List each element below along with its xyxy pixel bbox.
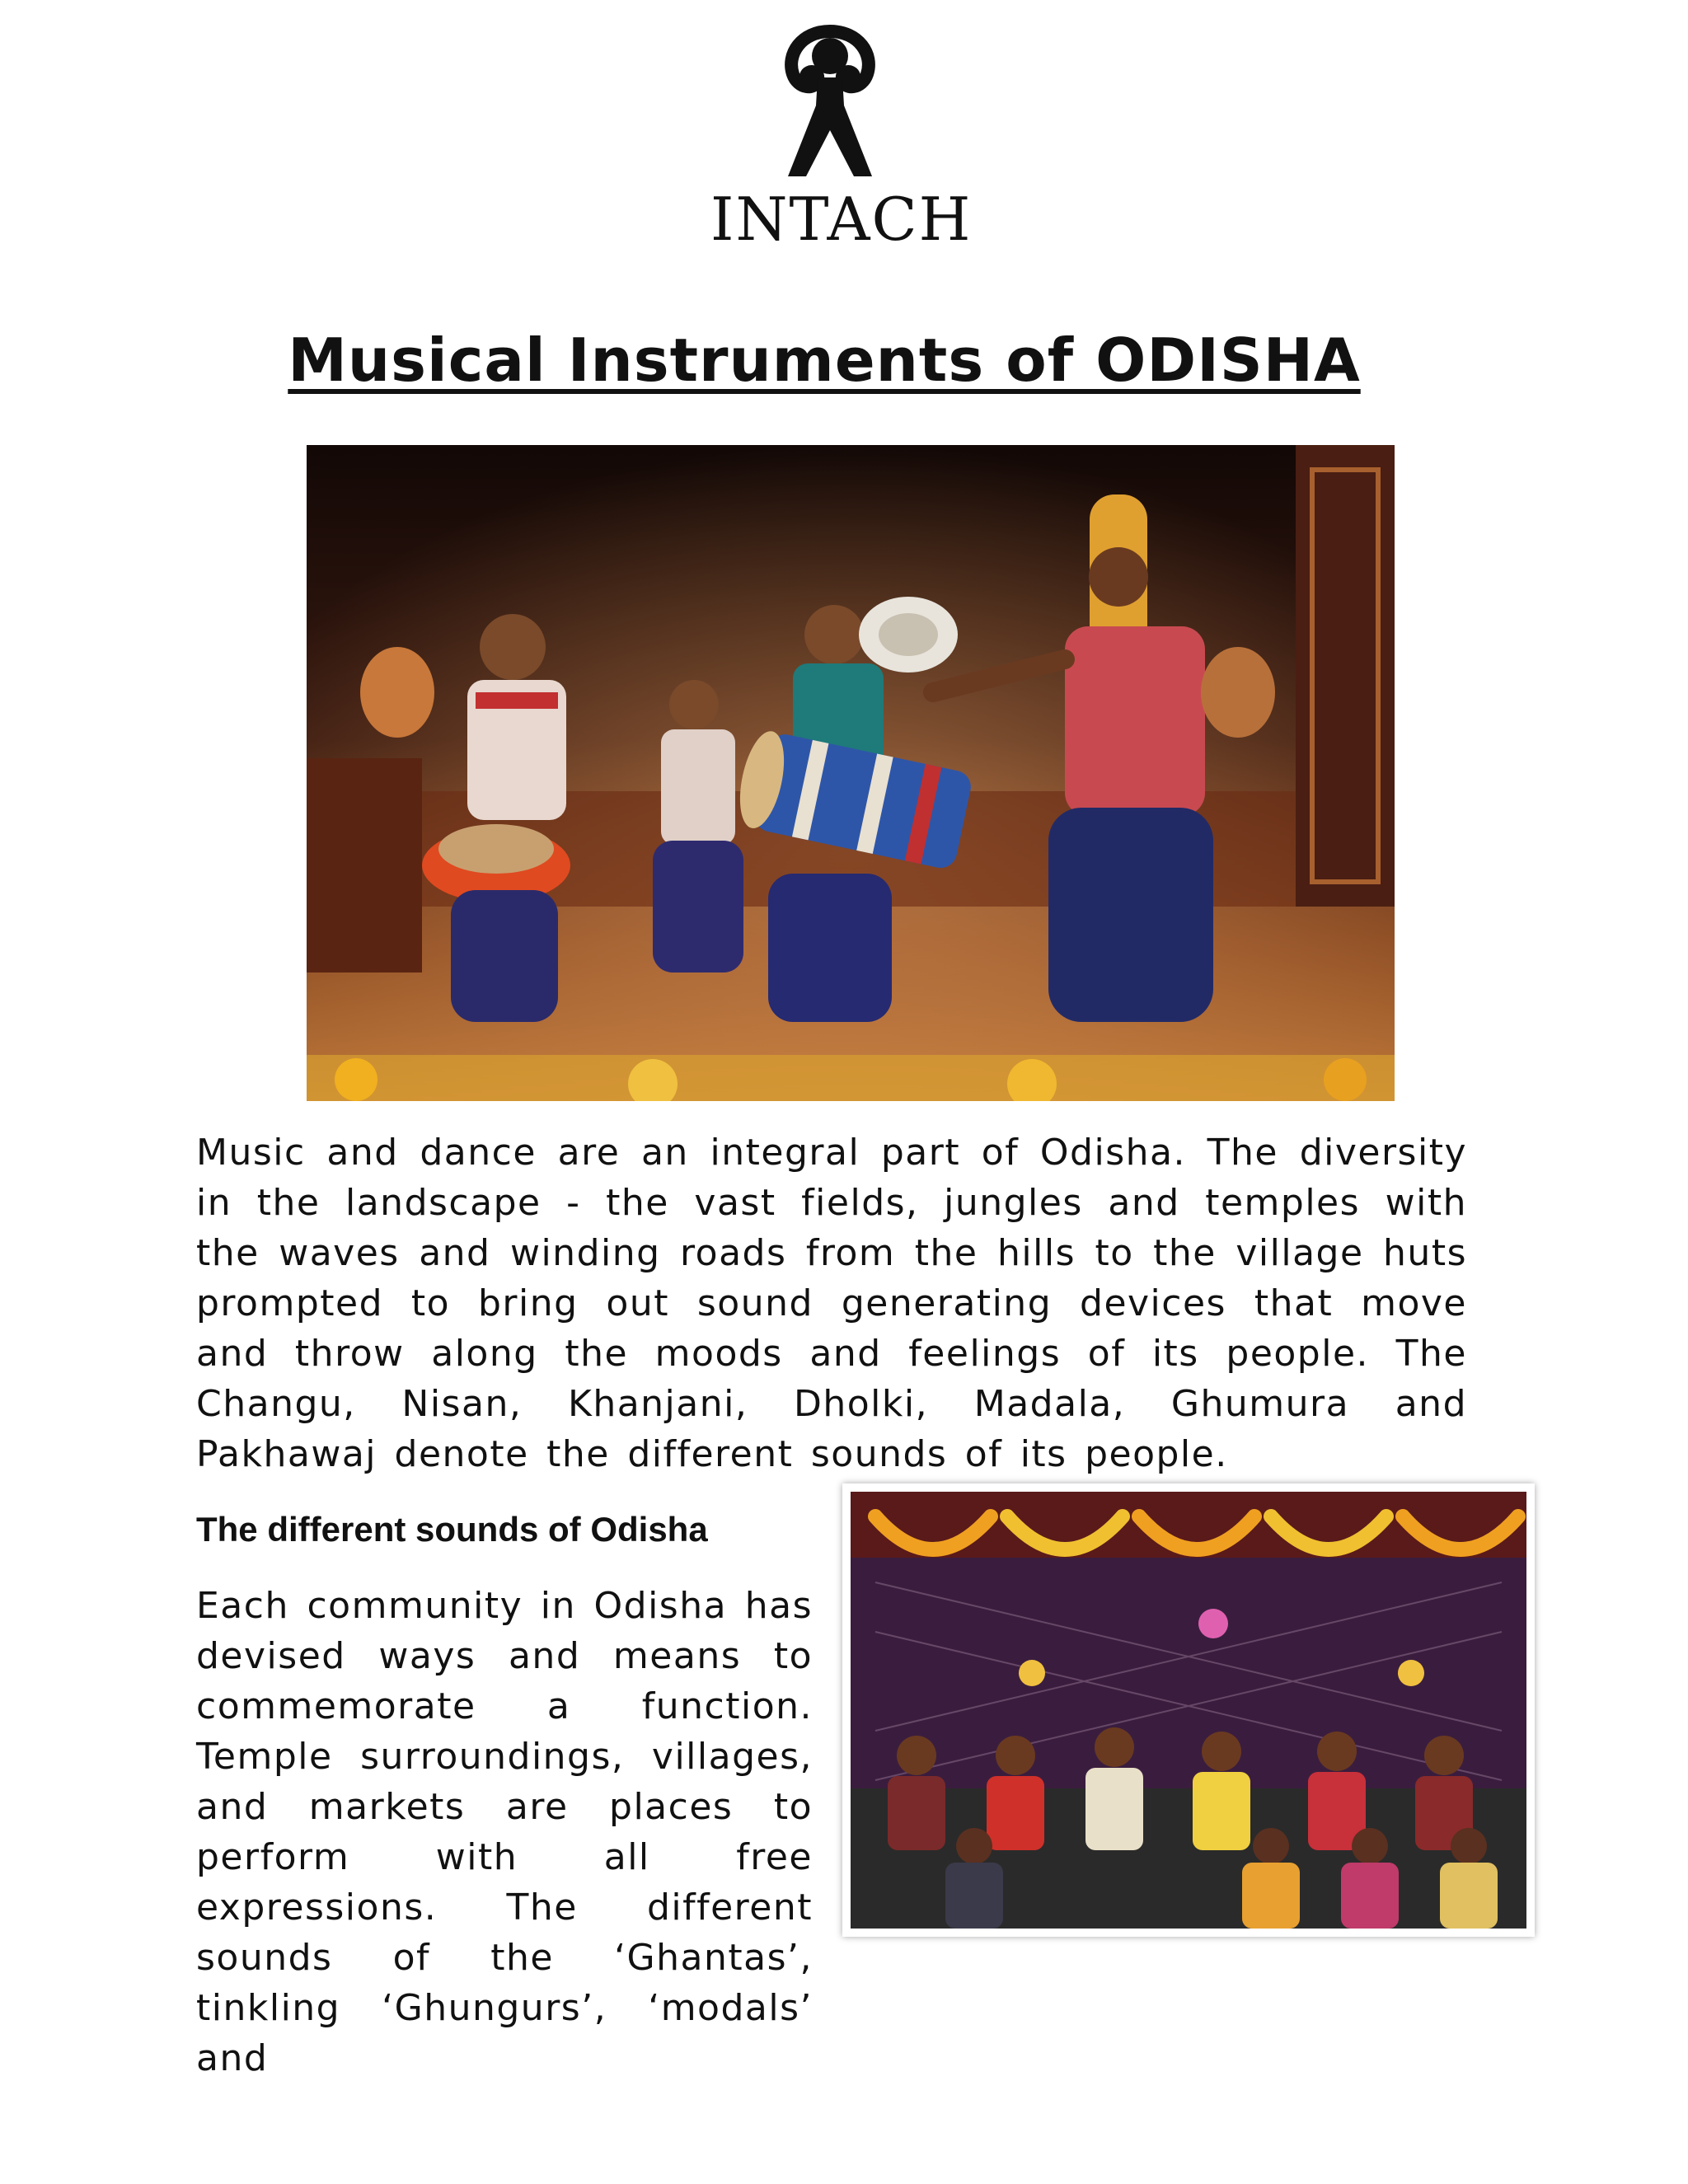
intro-paragraph: Music and dance are an integral part of Odisha. The diversity in the landscape - the vast fields, jungles and temples with the waves and winding roads from the hills to the village huts prompted to bring out sound generating devices that move and throw along the moods and feelings of its people. The Changu, Nisan, Khanjani, Dholki, Madala, Ghumura and Pakhawaj denote the different sounds of its people.	[196, 1132, 1467, 1475]
intach-logo	[710, 23, 973, 254]
section-heading: The different sounds of Odisha	[196, 1510, 708, 1549]
section-line: and	[196, 2037, 269, 2079]
section-line: sounds of the ‘Ghantas’,	[196, 1937, 813, 1979]
section-line: perform with all free	[196, 1836, 813, 1878]
page-title: Musical Instruments of ODISHA	[288, 326, 1361, 395]
section-line: commemorate a function.	[196, 1685, 813, 1727]
section-body	[196, 1581, 813, 2083]
logo-text: INTACH	[710, 185, 973, 254]
section-line: Each community in Odisha has	[196, 1585, 813, 1627]
section-line: devised ways and means to	[196, 1635, 813, 1677]
intach-figure-icon	[768, 23, 892, 180]
section-line: and markets are places to	[196, 1786, 813, 1828]
section-line: Temple surroundings, villages,	[196, 1736, 813, 1778]
musicians-on-stage-photo	[842, 1483, 1535, 1937]
section-line: tinkling ‘Ghungurs’, ‘modals’	[196, 1987, 813, 2029]
section-line: expressions. The different	[196, 1886, 813, 1929]
dancers-with-drums-photo	[307, 445, 1395, 1101]
